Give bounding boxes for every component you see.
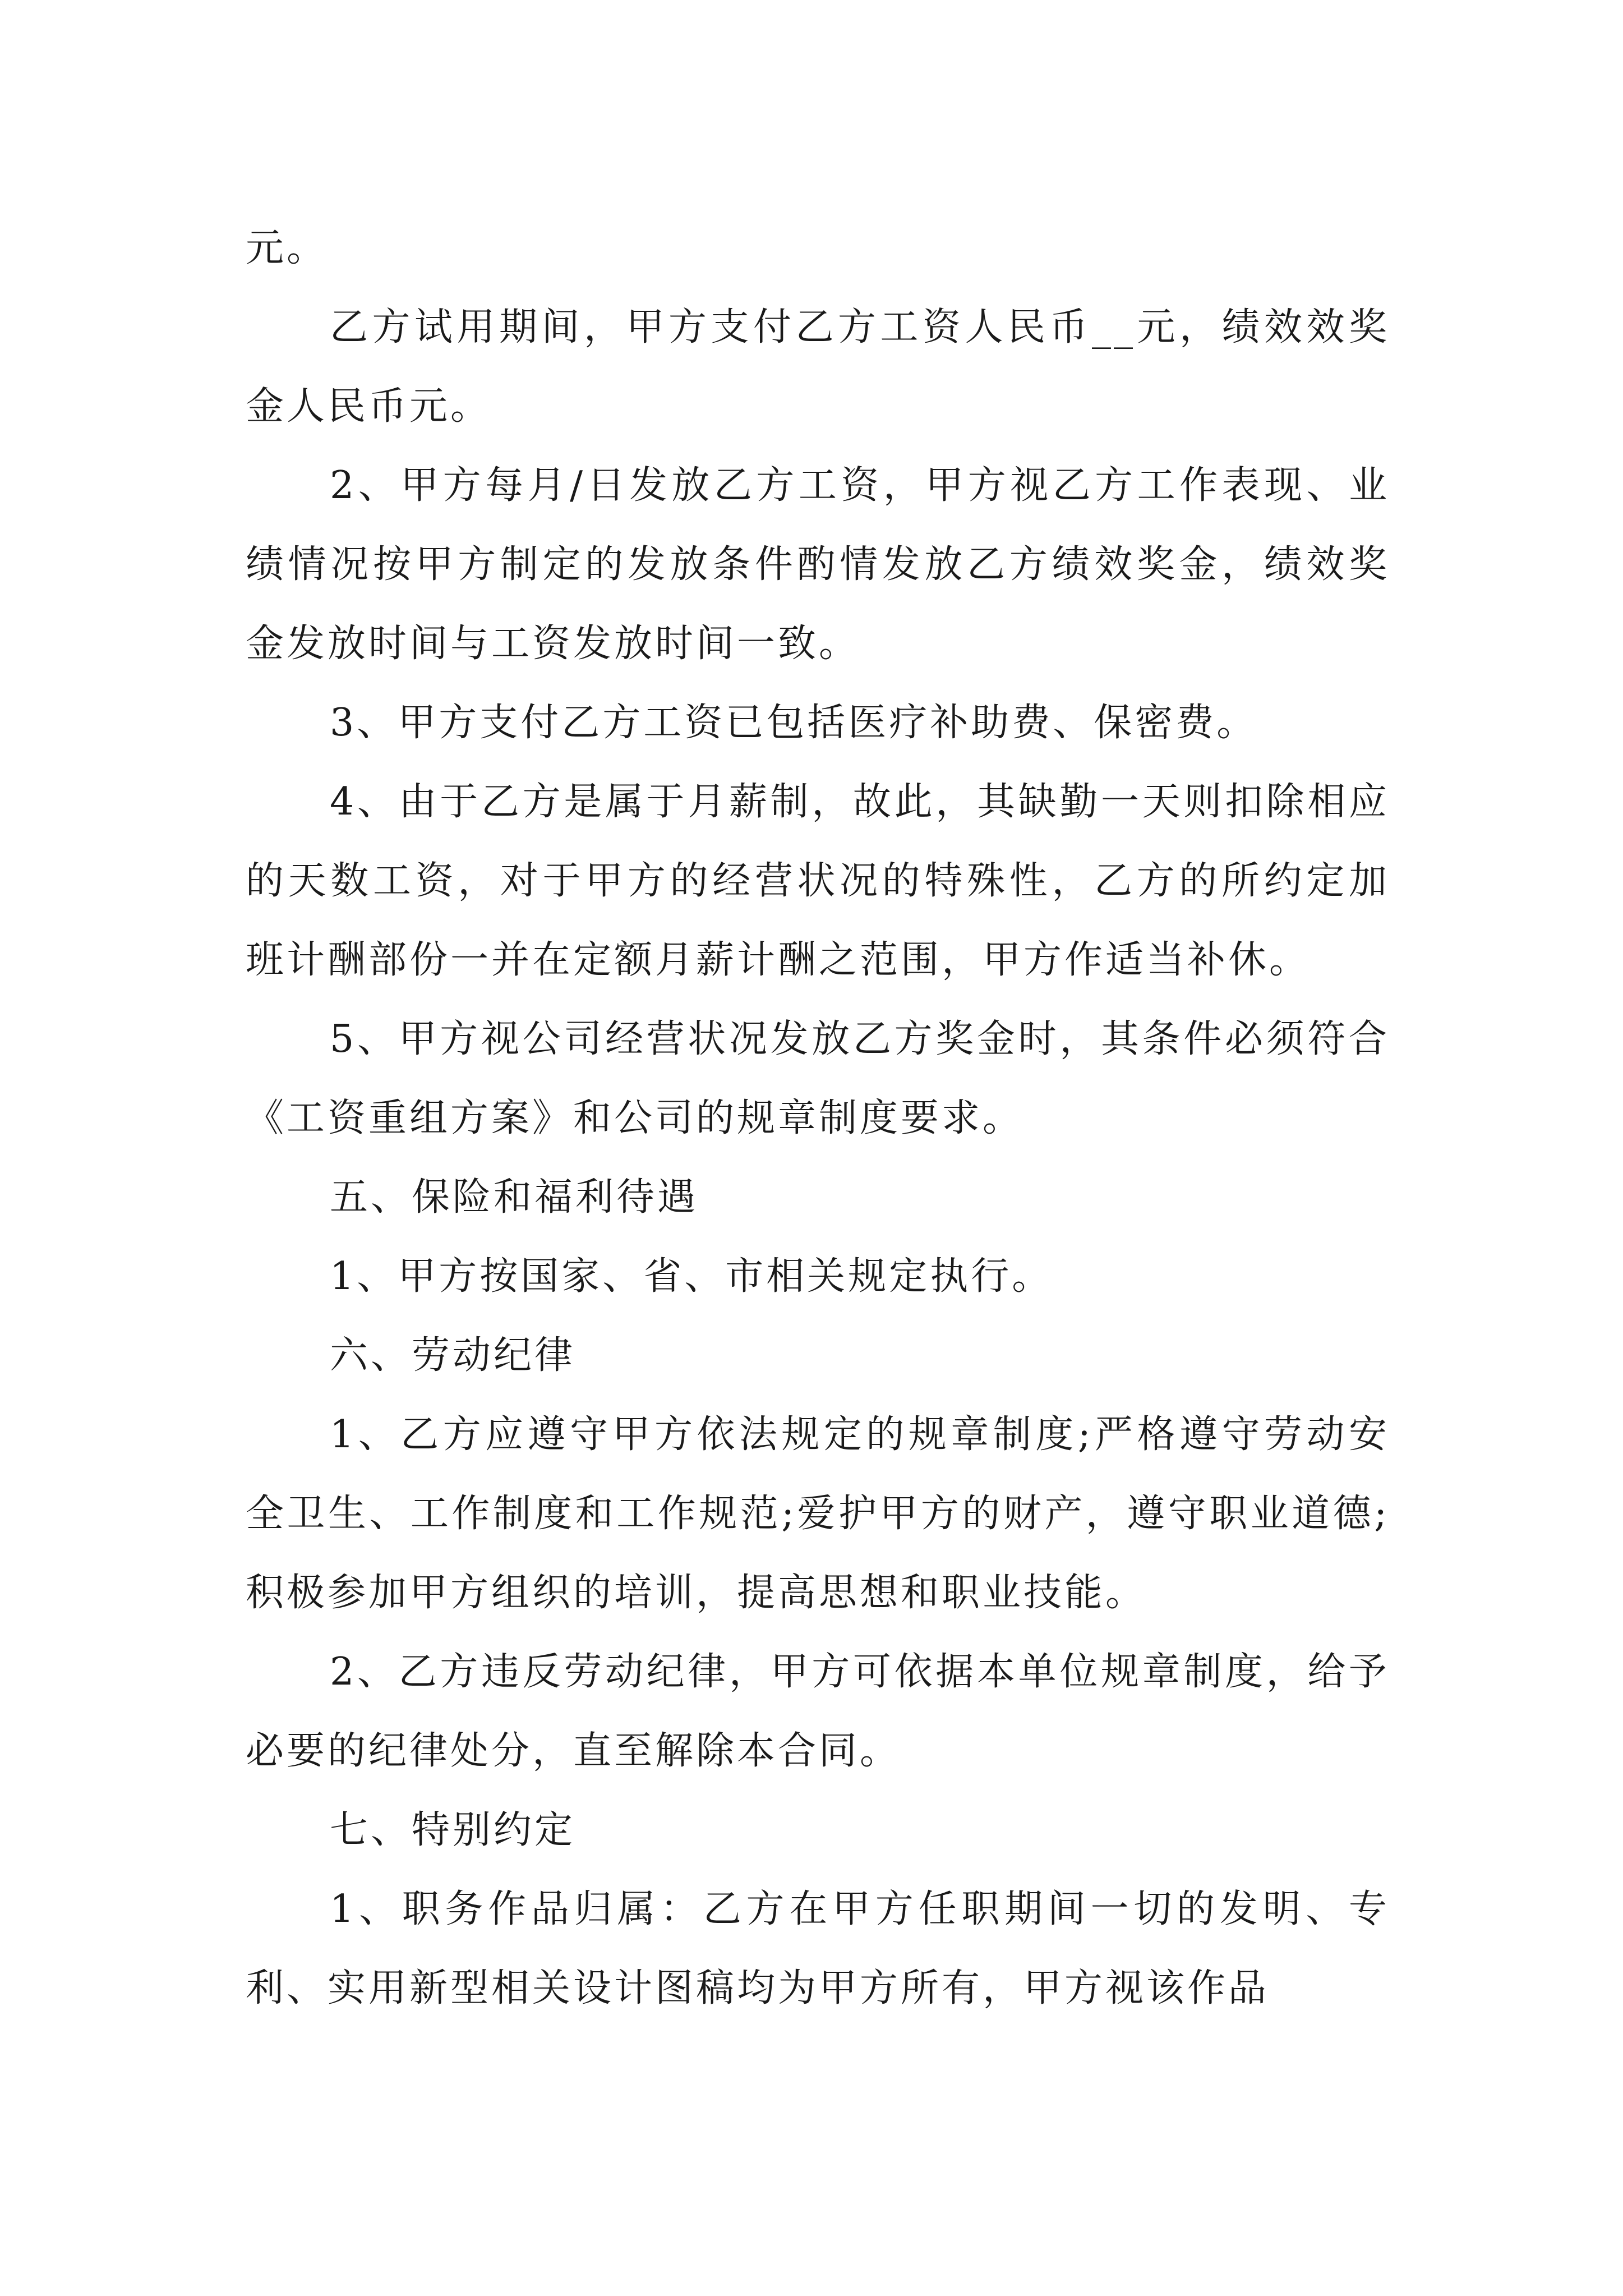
paragraph-continuation: 元。 (246, 226, 328, 270)
paragraph-bonus: 5、甲方视公司经营状况发放乙方奖金时，其条件必须符合《工资重组方案》和公司的规章制度要求。 (246, 1017, 1390, 1140)
section-heading-insurance: 五、保险和福利待遇 (330, 1175, 699, 1220)
section-heading-special: 七、特别约定 (330, 1808, 576, 1852)
paragraph-discipline-rules: 1、乙方应遵守甲方依法规定的规章制度;严格遵守劳动安全卫生、工作制度和工作规范;爱护甲方的财产，遵守职业道德;积极参加甲方组织的培训，提高思想和职业技能。 (246, 1412, 1390, 1615)
paragraph-discipline-violation: 2、乙方违反劳动纪律，甲方可依据本单位规章制度，给予必要的纪律处分，直至解除本合同。 (246, 1650, 1390, 1773)
paragraph-salary-inclusions: 3、甲方支付乙方工资已包括医疗补助费、保密费。 (330, 701, 1258, 745)
paragraph-work-ownership: 1、职务作品归属：乙方在甲方任职期间一切的发明、专利、实用新型相关设计图稿均为甲方所有，甲方视该作品 (246, 1887, 1390, 2010)
paragraph-probation-salary: 乙方试用期间，甲方支付乙方工资人民币__元，绩效效奖金人民币元。 (246, 305, 1390, 429)
section-heading-discipline: 六、劳动纪律 (330, 1333, 576, 1378)
paragraph-monthly-salary: 4、由于乙方是属于月薪制，故此，其缺勤一天则扣除相应的天数工资，对于甲方的经营状况的特殊性，乙方的所约定加班计酬部份一并在定额月薪计酬之范围，甲方作适当补休。 (246, 780, 1390, 982)
paragraph-insurance: 1、甲方按国家、省、市相关规定执行。 (330, 1254, 1053, 1299)
document-body (246, 209, 1390, 2028)
paragraph-salary-payment: 2、甲方每月/日发放乙方工资，甲方视乙方工作表现、业绩情况按甲方制定的发放条件酌情发放乙方绩效奖金，绩效奖金发放时间与工资发放时间一致。 (246, 463, 1390, 666)
